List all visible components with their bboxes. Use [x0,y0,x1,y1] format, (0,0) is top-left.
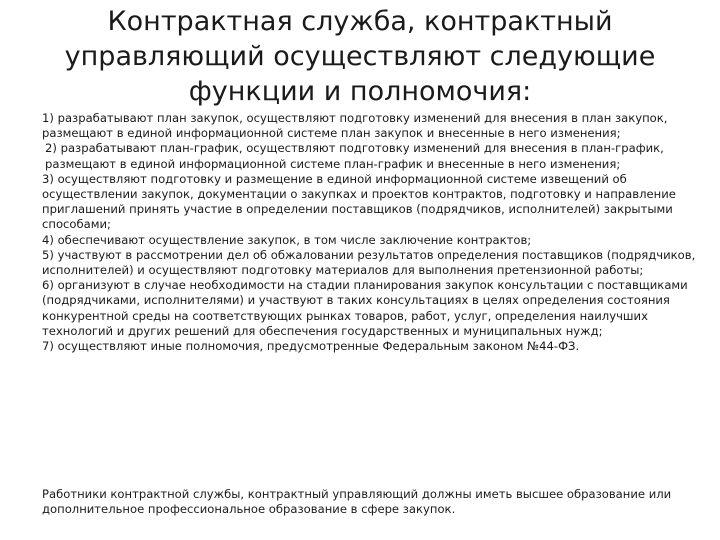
title-line: управляющий осуществляют следующие [64,41,656,72]
function-item-3: 3) осуществляют подготовку и размещение в единой информационной системе извещений об осуществлении закупок, документации о закупках и проектов контрактов, подготовку и направление приглашений принять участие в определении поставщиков (подрядчиков, исполнителей) закрытыми способами; [42,171,676,232]
function-item-2: 2) разрабатывают план-график, осуществляют подготовку изменений для внесения в план-график, размещают в единой информационной системе план-график и внесенные в него изменения; [45,141,664,171]
function-item-1: 1) разрабатывают план закупок, осуществляют подготовку изменений для внесения в план закупок, размещают в единой информационной системе план закупок и внесенные в него изменения; [42,111,668,141]
function-item-7: 7) осуществляют иные полномочия, предусмотренные Федеральным законом №44-ФЗ. [42,339,580,354]
title-line: Контрактная служба, контрактный [107,6,613,37]
title-line: функции и полномочия: [188,76,532,107]
education-requirement-note: Работники контрактной службы, контрактный управляющий должны иметь высшее образование или дополнительное профессиональное образование в сфере закупок. [42,487,672,517]
slide-title [60,4,660,109]
function-item-4: 4) обеспечивают осуществление закупок, в том числе заключение контрактов; [42,232,532,247]
function-item-5: 5) участвуют в рассмотрении дел об обжаловании результатов определения поставщиков (подрядчиков, исполнителей) и осуществляют подготовку материалов для выполнения претензионной работы; [42,247,696,278]
functions-list [42,111,702,354]
function-item-6: 6) организуют в случае необходимости на стадии планирования закупок консультации с поставщиками (подрядчиками, исполнителями) и участвуют в таких консультациях в целях определения состояния конкурентной среды на соответствующих рынках товаров, работ, услуг, определения наилучших технологий и других решений для обеспечения государственных и муниципальных нужд; [42,278,688,338]
